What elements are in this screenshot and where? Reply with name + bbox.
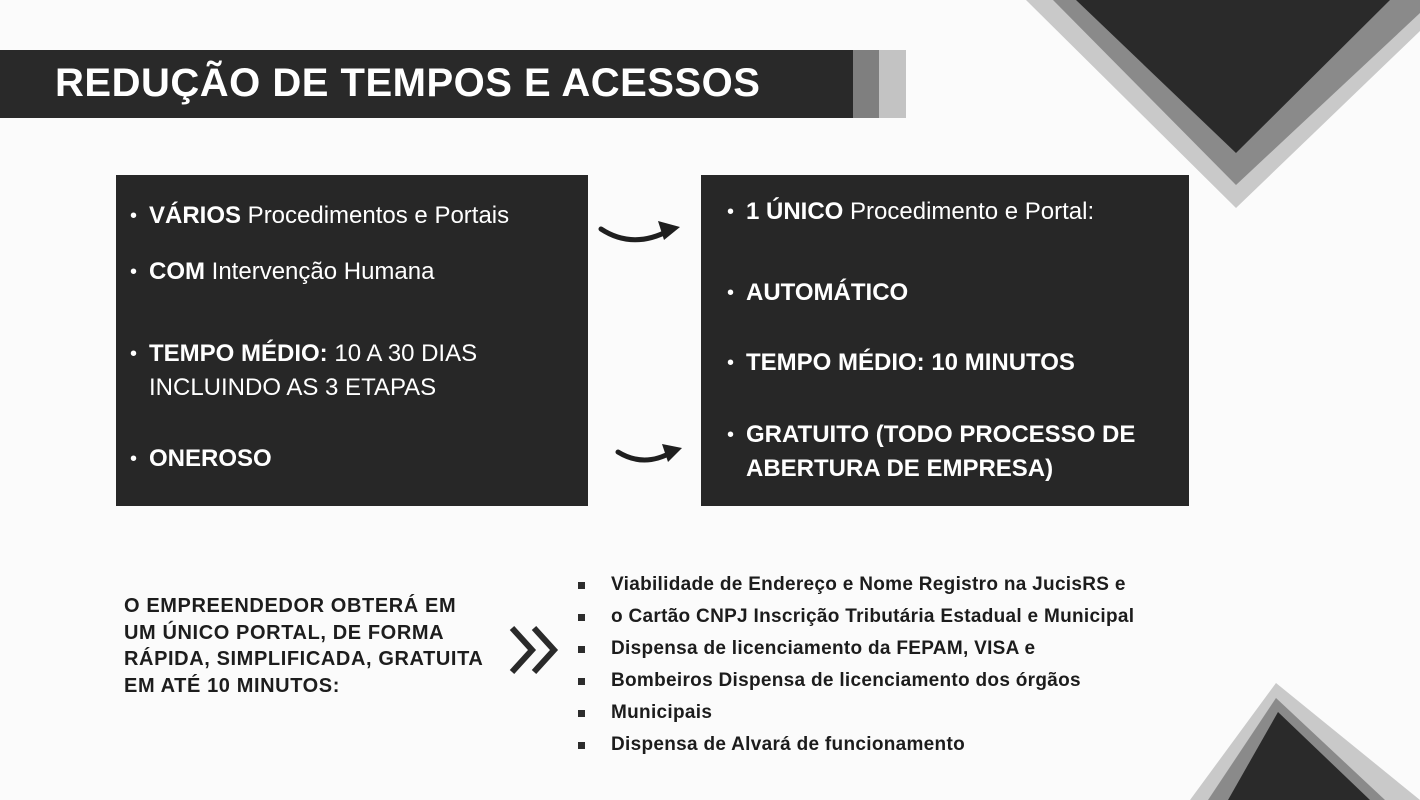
bullet-icon: •	[727, 424, 735, 446]
after-item-free	[727, 418, 1167, 486]
list-item-text: o Cartão CNPJ Inscrição Tributária Estadual e Municipal	[611, 606, 1135, 627]
list-item	[578, 665, 1134, 697]
item-bold-text: VÁRIOS	[149, 202, 242, 229]
list-item	[578, 697, 1134, 729]
bullet-icon: •	[130, 261, 138, 283]
list-item-text: Municipais	[611, 702, 713, 723]
after-item-average-time	[727, 346, 1075, 380]
item-text: Procedimentos e Portais	[241, 202, 510, 229]
before-item-costly	[130, 442, 272, 476]
page-title: REDUÇÃO DE TEMPOS E ACESSOS	[55, 61, 761, 105]
before-item-average-time	[130, 337, 550, 405]
bullet-icon: •	[727, 201, 735, 223]
list-item	[578, 729, 1134, 761]
curved-arrow-icon	[614, 438, 686, 468]
bullet-icon: •	[130, 205, 138, 227]
before-item-procedures	[130, 199, 509, 233]
list-item	[578, 633, 1134, 665]
title-stripe-gray	[853, 50, 879, 118]
entrepreneur-statement: O EMPREENDEDOR OBTERÁ EM UM ÚNICO PORTAL, DE FORMA RÁPIDA, SIMPLIFICADA, GRATUITA EM ATÉ 10 MINUTOS:	[124, 595, 483, 697]
item-text: 10 A 30 DIAS INCLUINDO AS 3 ETAPAS	[149, 340, 478, 401]
list-item-text: Viabilidade de Endereço e Nome Registro na JucisRS e	[611, 574, 1126, 595]
after-box	[701, 175, 1189, 506]
list-item-text: Bombeiros Dispensa de licenciamento dos órgãos	[611, 670, 1081, 691]
item-bold-text: GRATUITO (TODO PROCESSO DE ABERTURA DE EMPRESA)	[746, 421, 1136, 482]
square-bullet-icon	[578, 742, 585, 749]
item-text: Intervenção Humana	[205, 258, 435, 285]
item-bold-text: TEMPO MÉDIO: 10 MINUTOS	[746, 349, 1075, 376]
bullet-icon: •	[130, 448, 138, 470]
square-bullet-icon	[578, 710, 585, 717]
benefits-list	[578, 569, 1134, 761]
list-item	[578, 569, 1134, 601]
title-stripe-light	[879, 50, 906, 118]
bullet-icon: •	[727, 282, 735, 304]
list-item	[578, 601, 1134, 633]
item-bold-text: ONEROSO	[149, 445, 272, 472]
square-bullet-icon	[578, 582, 585, 589]
square-bullet-icon	[578, 678, 585, 685]
item-bold-text: COM	[149, 258, 205, 285]
before-item-intervention	[130, 255, 434, 289]
item-bold-text: AUTOMÁTICO	[746, 279, 909, 306]
item-bold-text: TEMPO MÉDIO:	[149, 340, 328, 367]
item-bold-text: 1 ÚNICO	[746, 198, 844, 225]
item-text: Procedimento e Portal:	[843, 198, 1095, 225]
bullet-icon: •	[727, 352, 735, 374]
after-item-automatic	[727, 276, 908, 310]
after-item-single-portal	[727, 195, 1094, 229]
curved-arrow-icon	[598, 212, 684, 246]
square-bullet-icon	[578, 646, 585, 653]
before-box	[116, 175, 588, 506]
square-bullet-icon	[578, 614, 585, 621]
double-chevron-right-icon	[506, 624, 562, 676]
list-item-text: Dispensa de Alvará de funcionamento	[611, 734, 965, 755]
list-item-text: Dispensa de licenciamento da FEPAM, VISA e	[611, 638, 1036, 659]
bullet-icon: •	[130, 343, 138, 365]
